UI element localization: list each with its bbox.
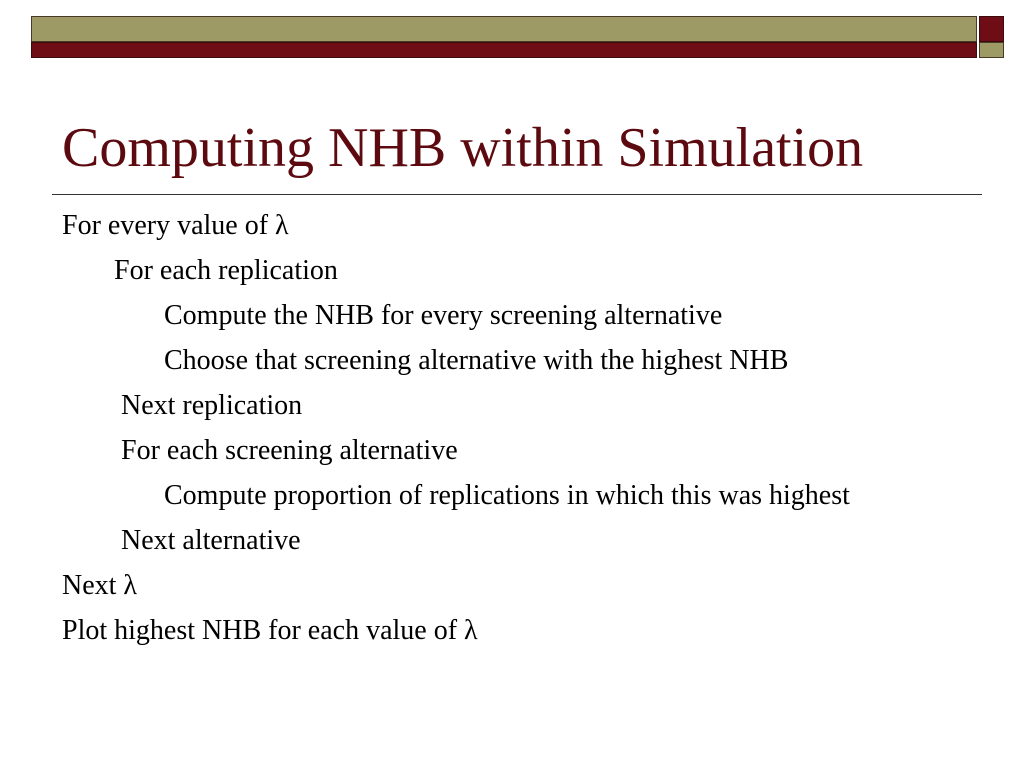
header-band-maroon (31, 42, 977, 58)
title-divider (52, 194, 982, 195)
header-band-olive (31, 16, 977, 42)
header-corner-maroon (979, 16, 1004, 42)
pseudocode-line-for-replication: For each replication (114, 255, 338, 286)
pseudocode-line-next-alternative: Next alternative (121, 525, 301, 556)
pseudocode-line-next-lambda: Next λ (62, 570, 138, 601)
pseudocode-line-next-replication: Next replication (121, 390, 303, 421)
pseudocode-line-choose-alternative: Choose that screening alternative with the highest NHB (164, 345, 789, 376)
pseudocode-line-compute-proportion: Compute proportion of replications in which this was highest (164, 480, 850, 511)
pseudocode-line-plot: Plot highest NHB for each value of λ (62, 615, 478, 646)
slide-title: Computing NHB within Simulation (62, 117, 864, 179)
pseudocode-line-compute-nhb: Compute the NHB for every screening alternative (164, 300, 723, 331)
pseudocode-line-for-alternative: For each screening alternative (121, 435, 458, 466)
header-corner-olive (979, 42, 1004, 58)
pseudocode-line-for-lambda: For every value of λ (62, 210, 289, 241)
